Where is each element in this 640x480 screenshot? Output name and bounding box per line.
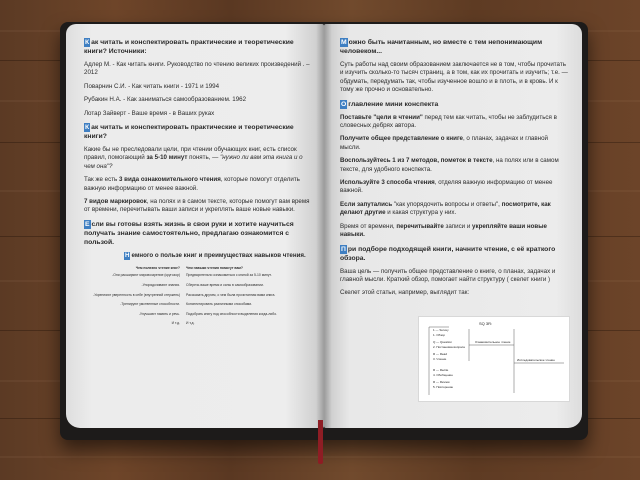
bookmark-ribbon xyxy=(318,420,323,464)
list-item: -Тренируют умственные способности. xyxy=(120,302,180,307)
toc-item-5: Если запутались "как упорядочить вопросы и ответы", посмотрите, как делают другие и какая структура у них. xyxy=(340,200,551,217)
diagram-row: 2. Постановка вопроса xyxy=(433,345,465,349)
benefits-left-column xyxy=(84,266,180,331)
left-heading-1: К ак читать и конспектировать практические и теоретические книги? Источники: xyxy=(84,39,294,55)
diagram-row: R — Read xyxy=(433,352,448,356)
left-heading-3: Е сли вы готовы взять жизнь в свои руки и хотите научиться получать знание самостоятельно, предлагаю ознакомится с пользой. xyxy=(84,220,294,246)
benefits-table xyxy=(84,266,312,331)
list-item: -Укрепляют уверенность в себе (внутренний стержень) xyxy=(93,292,180,297)
paragraph-overview: Ваша цель — получить общее представление о книге, о планах, задачах и главной мысли. Краткий обзор, помогает найти структуру ( скелет книги ) xyxy=(340,267,556,283)
list-item: Рассказать другим, о чем была прочитанная вами книга. xyxy=(186,292,276,297)
right-heading-1: М ожно быть начитанным, но вместе с тем непонимающим человеком... xyxy=(340,39,543,55)
toc-item-6: Время от времени, перечитывайте записи и укрепляйте ваши новые навыки. xyxy=(340,222,547,239)
toc-item-2: Получите общее представление о книге, о планах, задачах и главной мысли. xyxy=(340,135,548,151)
toc-item-1: Поставьте "цели в чтении" перед тем как читать, чтобы не заблудиться в словесных дебрях автора. xyxy=(340,113,557,130)
list-item: -Улучшают память и речь. xyxy=(138,311,180,316)
list-item: Предварительно ознакомиться с книгой за 5-10 минут. xyxy=(186,273,272,278)
source-4: Лотар Зайверт - Ваше время - в Ваших руках xyxy=(84,109,215,117)
list-item: И т.д. xyxy=(186,321,195,326)
paragraph-essence: Суть работы над своим образованием заключается не в том, чтобы прочитать и изучить сколько-то тысяч страниц, а в том, как их прочитать и изучить; т.е. — обдумать, передумать так, чтобы изученное вошло и в плоть, и в кровь. И к тому же прочно и основательно. xyxy=(340,61,568,94)
source-1: Адлер М. - Как читать книги. Руководство по чтению великих произведений . – 2012 xyxy=(84,61,310,77)
diagram-row: 1. Обзор xyxy=(433,333,445,337)
diagram-right-label: Исследовательское чтение xyxy=(517,358,555,362)
diagram-row: 5. Повторение xyxy=(433,385,454,389)
paragraph-skeleton: Скелет этой статьи, например, выглядит так: xyxy=(340,289,470,297)
toc-heading: О главление мини конспекта xyxy=(341,100,439,108)
drop-cap: М xyxy=(341,39,347,46)
paragraph-reading-types: Так же есть 3 вида ознакомительного чтения, которые помогут отделить важную информацию от менее важной. xyxy=(84,176,300,192)
drop-cap: К xyxy=(85,39,90,46)
paragraph-goals: Какие бы не преследовали цели, при чтении обучающих книг, есть список правил, помогающий за 5-10 минут понять, — "нужно ли вам эта книга и о чем она"? xyxy=(84,146,303,170)
diagram-row: R — Recite xyxy=(433,368,449,372)
drop-cap: О xyxy=(341,100,347,108)
list-item: Конспектировать различными способами. xyxy=(186,302,253,307)
paragraph-markings: 7 видов маркировок, на полях и в самом тексте, которые помогут вам время от времени, перечитывать ваши записи и укреплять ваше новые навыки. xyxy=(84,198,310,214)
benefits-title: Н емного о пользе книг и преимуществах навыков чтения. xyxy=(125,251,306,259)
list-item: Подобрать книгу под способности выделения когда-либо. xyxy=(186,311,278,316)
source-3: Рубакин Н.А. - Как заниматься самообразованием. 1962 xyxy=(84,96,247,104)
toc-item-4: Используйте 3 способа чтения, отделяя важную информацию от менее важной. xyxy=(340,179,553,195)
list-item: Сберечь ваше время и силы в самообразовании. xyxy=(186,283,264,288)
diagram-mid-label: Ознакомительное чтение xyxy=(475,340,511,344)
list-item: И т.д. xyxy=(171,321,180,326)
list-item: -Они расширяют мировоззрение (кругозор) xyxy=(112,273,180,278)
column-header: Чем полезно чтение книг? xyxy=(135,265,180,270)
drop-cap: П xyxy=(341,245,346,253)
diagram-row: Q — Question xyxy=(433,340,453,344)
left-page xyxy=(66,24,324,428)
diagram-title: SQ 3R: xyxy=(479,321,493,326)
toc-item-3: Воспользуйтесь 1 из 7 методов, пометок в тексте, на полях или в самом тексте, для удобного конспекта. xyxy=(340,157,559,173)
drop-cap: К xyxy=(85,124,90,132)
left-heading-2: К ак читать и конспектировать практические и теоретические книги? xyxy=(84,124,294,141)
benefits-right-column xyxy=(186,266,298,331)
source-2: Поварнин С.И. - Как читать книги - 1971 и 1994 xyxy=(84,82,220,90)
column-header: Чем навыки чтения помогут вам? xyxy=(186,265,243,270)
drop-cap: Н xyxy=(125,251,130,259)
right-heading-2: П ри подборе подходящей книги, начните чтение, с её краткого обзора. xyxy=(340,245,556,262)
sq3r-diagram xyxy=(418,316,570,402)
diagram-row: R — Review xyxy=(433,380,450,384)
drop-cap: Е xyxy=(85,220,90,228)
diagram-row: 4. Обобщение xyxy=(433,373,453,377)
book-spine xyxy=(316,24,332,428)
list-item: -Упорядочивают знания. xyxy=(141,283,180,288)
diagram-row: 1 — Survey xyxy=(433,328,449,332)
diagram-row: 3. Чтение xyxy=(433,357,447,361)
